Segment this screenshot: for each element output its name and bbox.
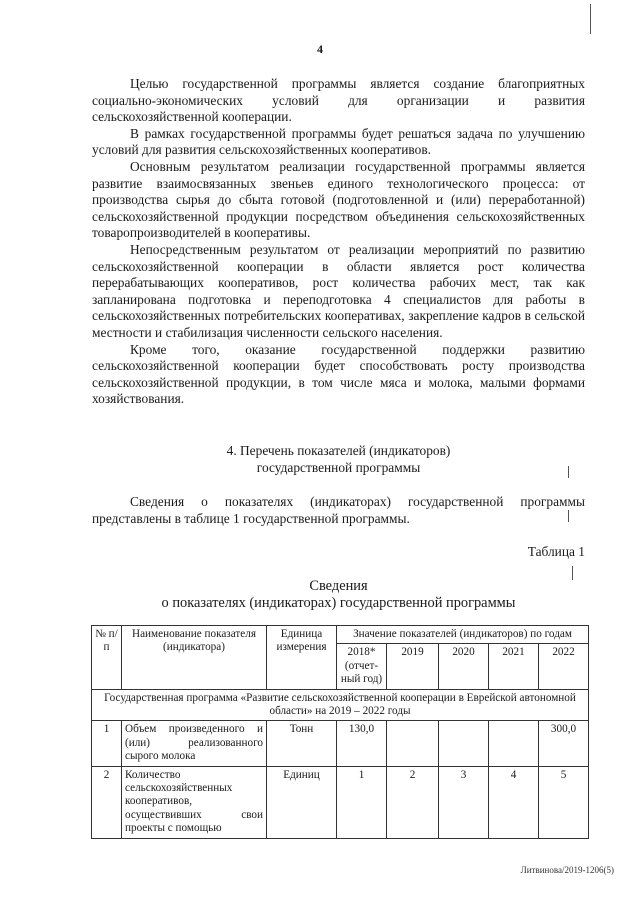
- header-name: Наименование показателя (индикатора): [122, 626, 267, 690]
- section-paragraph: Сведения о показателях (индикаторах) государственной программы представлены в таблице 1 государственной программы.: [92, 494, 585, 526]
- header-num: № п/п: [92, 626, 122, 690]
- program-row-cell: Государственная программа «Развитие сельскохозяйственной кооперации в Еврейской автономной области» на 2019 – 2022 годы: [92, 689, 589, 721]
- table-program-row: [92, 689, 589, 721]
- cell-2019: [387, 721, 439, 766]
- cell-2022: 5: [539, 766, 589, 838]
- table-title-line2: о показателях (индикаторах) государственной программы: [161, 595, 516, 611]
- paragraph: Основным результатом реализации государственной программы является развитие взаимосвязанных звеньев единого технологического процесса: от производства сырья до сбыта готовой (подготовленной и (или) переработанной) сельскохозяйственной продукции посредством объединения сельскохозяйственных товаропроизводителей в кооперативы.: [92, 158, 585, 241]
- page-number: 4: [317, 42, 323, 56]
- cell-num: 1: [92, 721, 122, 766]
- header-2019: 2019: [387, 644, 439, 689]
- cell-2019: 2: [387, 766, 439, 838]
- cell-2022: 300,0: [539, 721, 589, 766]
- table-row: [92, 721, 589, 766]
- header-unit: Единица измерения: [267, 626, 337, 690]
- body-text: [92, 76, 585, 408]
- cell-2018: 130,0: [337, 721, 387, 766]
- table-header-row: [92, 626, 589, 644]
- cell-name: Объем произведенного и (или) реализованного сырого молока: [122, 721, 267, 766]
- cell-2020: [439, 721, 489, 766]
- indicators-table: [91, 625, 589, 839]
- document-footer: Литвинова/2019-1206(5): [520, 865, 614, 875]
- header-2020: 2020: [439, 644, 489, 689]
- cell-name: Количество сельскохозяйственных кооперативов, осуществивших свои проекты с помощью: [122, 766, 267, 838]
- header-2021: 2021: [489, 644, 539, 689]
- section-heading-line2: государственной программы: [256, 459, 421, 475]
- cell-2018: 1: [337, 766, 387, 838]
- paragraph: Целью государственной программы является создание благоприятных социально-экономических условий для организации и развития сельскохозяйственной кооперации.: [92, 76, 585, 125]
- paragraph: Непосредственным результатом от реализации мероприятий по развитию сельскохозяйственной кооперации в области является рост количества перерабатывающих кооперативов, рост количества рабочих мест, так как запланирована подготовка и переподготовка 4 специалистов для работы в сельскохозяйственных потребительских кооперативах, закрепление кадров в сельской местности и стабилизация численности сельского населения.: [92, 241, 585, 340]
- table-title: [92, 578, 585, 612]
- margin-mark-top: [590, 4, 591, 34]
- cell-unit: Тонн: [267, 721, 337, 766]
- table-label: Таблица 1: [527, 544, 585, 559]
- section-heading-line1: 4. Перечень показателей (индикаторов): [226, 443, 451, 458]
- header-2018: 2018* (отчет-ный год): [337, 644, 387, 689]
- section-heading: [92, 443, 585, 476]
- cell-2021: 4: [489, 766, 539, 838]
- table-row: [92, 766, 589, 838]
- paragraph: Кроме того, оказание государственной поддержки развитию сельскохозяйственной кооперации будет способствовать росту производства сельскохозяйственной продукции, в том числе мяса и молока, малыми формами хозяйствования.: [92, 341, 585, 407]
- header-values-group: Значение показателей (индикаторов) по годам: [337, 626, 589, 644]
- cell-2021: [489, 721, 539, 766]
- cell-unit: Единиц: [267, 766, 337, 838]
- header-2022: 2022: [539, 644, 589, 689]
- table-title-line1: Сведения: [309, 578, 368, 594]
- section-text: [92, 494, 585, 527]
- cell-2020: 3: [439, 766, 489, 838]
- paragraph: В рамках государственной программы будет решаться задача по улучшению условий для развития сельскохозяйственных кооперативов.: [92, 125, 585, 158]
- cell-num: 2: [92, 766, 122, 838]
